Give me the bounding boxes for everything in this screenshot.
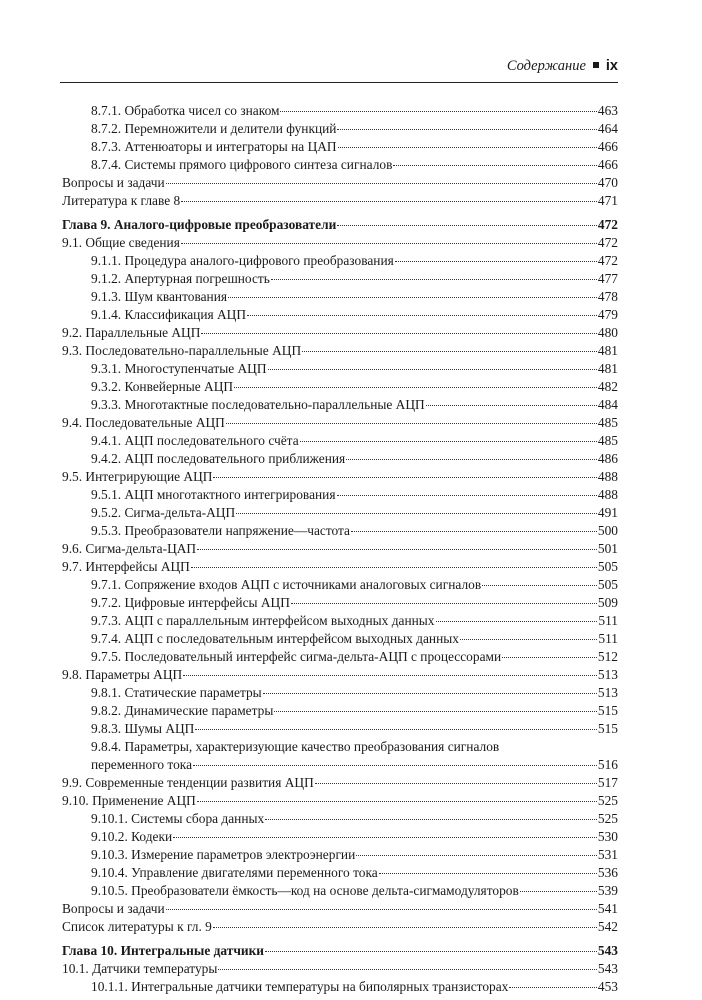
dot-leader	[234, 387, 597, 388]
toc-entry-title: Вопросы и задачи	[62, 175, 165, 190]
running-header-title: Содержание	[506, 58, 586, 74]
toc-entry-page: 501	[597, 541, 618, 556]
toc-entry[interactable]	[62, 900, 618, 918]
toc-entry-title: 10.1.1. Интегральные датчики температуры на биполярных транзисторах	[91, 979, 509, 994]
dot-leader	[218, 969, 597, 970]
toc-entry[interactable]	[62, 828, 618, 846]
toc-entry-page: 543	[597, 961, 618, 976]
toc-entry[interactable]	[62, 288, 618, 306]
page-number: ix	[605, 58, 618, 74]
toc-entry-page: 512	[597, 649, 618, 664]
toc-entry-title: 8.7.1. Обработка чисел со знаком	[91, 103, 280, 118]
toc-entry-page: 539	[597, 883, 618, 898]
toc-entry-title: 9.1. Общие сведения	[62, 235, 180, 250]
toc-entry-page: 541	[597, 901, 618, 916]
dot-leader	[166, 909, 597, 910]
toc-entry-title: 9.3.3. Многотактные последовательно-параллельные АЦП	[91, 397, 425, 412]
toc-entry[interactable]	[62, 792, 618, 810]
dot-leader	[482, 585, 597, 586]
toc-entry-page: 471	[597, 193, 618, 208]
toc-entry[interactable]	[62, 720, 618, 738]
toc-entry[interactable]	[62, 378, 618, 396]
dot-leader	[338, 147, 597, 148]
toc-entry[interactable]	[62, 612, 618, 630]
toc-chapter-entry[interactable]	[62, 216, 618, 234]
dot-leader	[268, 369, 597, 370]
toc-entry[interactable]	[62, 252, 618, 270]
toc-entry-title: 9.10. Применение АЦП	[62, 793, 196, 808]
toc-entry-title: 9.4.2. АЦП последовательного приближения	[91, 451, 346, 466]
toc-entry-page: 484	[597, 397, 618, 412]
toc-entry-title: 9.5.2. Сигма-дельта-АЦП	[91, 505, 236, 520]
toc-entry[interactable]	[62, 960, 618, 978]
toc-entry-page: 481	[597, 361, 618, 376]
toc-entry-page: 511	[598, 613, 618, 628]
toc-entry-page: 500	[597, 523, 618, 538]
toc-entry-page: 488	[597, 487, 618, 502]
toc-entry-title: 9.7.3. АЦП с параллельным интерфейсом выходных данных	[91, 613, 435, 628]
toc-entry-page: 543	[597, 943, 618, 958]
dot-leader	[274, 711, 597, 712]
toc-entry-page: 525	[597, 811, 618, 826]
toc-entry-page: 488	[597, 469, 618, 484]
toc-entry-title: 9.10.1. Системы сбора данных	[91, 811, 265, 826]
toc-entry-title: 9.1.2. Апертурная погрешность	[91, 271, 270, 286]
toc-entry-page: 481	[597, 343, 618, 358]
toc-entry-page: 486	[597, 451, 618, 466]
dot-leader	[502, 657, 597, 658]
toc-entry[interactable]	[62, 774, 618, 792]
toc-entry-title: 9.7.4. АЦП с последовательным интерфейсом выходных данных	[91, 631, 459, 646]
toc-entry-title: 9.9. Современные тенденции развития АЦП	[62, 775, 314, 790]
running-header	[60, 58, 618, 80]
toc-entry-title: 9.6. Сигма-дельта-ЦАП	[62, 541, 197, 556]
toc-entry[interactable]	[62, 486, 618, 504]
dot-leader	[337, 129, 596, 130]
toc-entry[interactable]	[62, 174, 618, 192]
toc-entry[interactable]	[62, 468, 618, 486]
toc-entry[interactable]	[62, 702, 618, 720]
toc-entry-page: 479	[597, 307, 618, 322]
toc-entry[interactable]	[62, 666, 618, 684]
toc-entry-page: 511	[598, 631, 618, 646]
dot-leader	[271, 279, 597, 280]
dot-leader	[181, 243, 597, 244]
toc-entry-page: 464	[597, 121, 618, 136]
toc-entry-page: 525	[597, 793, 618, 808]
dot-leader	[213, 927, 597, 928]
toc-entry-page: 478	[597, 289, 618, 304]
dot-leader	[265, 819, 597, 820]
toc-entry-title: 9.7.2. Цифровые интерфейсы АЦП	[91, 595, 290, 610]
dot-leader	[520, 891, 597, 892]
dot-leader	[201, 333, 597, 334]
dot-leader	[236, 513, 597, 514]
toc-entry[interactable]	[62, 978, 618, 996]
toc-entry-title: 9.10.3. Измерение параметров электроэнергии	[91, 847, 356, 862]
toc-entry-page: 505	[597, 577, 618, 592]
toc-entry[interactable]	[62, 918, 618, 936]
dot-leader	[509, 987, 597, 988]
toc-entry-title: 9.3.1. Многоступенчатые АЦП	[91, 361, 267, 376]
dot-leader	[173, 837, 597, 838]
toc-entry[interactable]	[62, 630, 618, 648]
toc-entry[interactable]	[62, 882, 618, 900]
dot-leader	[379, 873, 597, 874]
toc-entry-title: 9.8.1. Статические параметры	[91, 685, 262, 700]
toc-entry-page: 517	[597, 775, 618, 790]
dot-leader	[181, 201, 597, 202]
toc-entry[interactable]	[62, 324, 618, 342]
toc-entry[interactable]	[62, 432, 618, 450]
toc-entry[interactable]	[62, 102, 618, 120]
dot-leader	[426, 405, 597, 406]
toc-entry[interactable]	[62, 156, 618, 174]
toc-entry-page: 515	[597, 721, 618, 736]
toc-entry[interactable]	[62, 594, 618, 612]
toc-entry[interactable]	[62, 558, 618, 576]
dot-leader	[263, 693, 597, 694]
dot-leader	[166, 183, 597, 184]
toc-entry-title: 8.7.2. Перемножители и делители функций	[91, 121, 337, 136]
dot-leader	[337, 225, 597, 226]
toc-entry-title: 9.2. Параллельные АЦП	[62, 325, 201, 340]
toc-entry-page: 531	[597, 847, 618, 862]
dot-leader	[280, 111, 596, 112]
toc-entry[interactable]	[62, 270, 618, 288]
toc-entry[interactable]	[62, 360, 618, 378]
toc-entry-page: 472	[597, 235, 618, 250]
toc-entry[interactable]	[62, 756, 618, 774]
toc-entry[interactable]	[62, 810, 618, 828]
toc-entry-title: 9.7.1. Сопряжение входов АЦП с источниками аналоговых сигналов	[91, 577, 482, 592]
dot-leader	[265, 951, 597, 952]
toc-entry-page: 477	[597, 271, 618, 286]
toc-entry-title: Глава 10. Интегральные датчики	[62, 943, 265, 958]
toc-entry[interactable]	[62, 120, 618, 138]
toc-entry[interactable]	[62, 450, 618, 468]
toc-entry-title: 9.1.1. Процедура аналого-цифрового преобразования	[91, 253, 394, 268]
dot-leader	[228, 297, 597, 298]
toc-entry-text: 9.8.4. Параметры, характеризующие качество преобразования сигналов	[91, 739, 500, 754]
toc-entry-title: 9.3. Последовательно-параллельные АЦП	[62, 343, 302, 358]
toc-entry[interactable]	[62, 138, 618, 156]
toc-entry-title: 8.7.4. Системы прямого цифрового синтеза сигналов	[91, 157, 393, 172]
dot-leader	[213, 477, 596, 478]
toc-entry-title: 9.1.4. Классификация АЦП	[91, 307, 247, 322]
toc-entry-title: 9.8.2. Динамические параметры	[91, 703, 274, 718]
dot-leader	[436, 621, 598, 622]
dot-leader	[351, 531, 597, 532]
toc-entry-page: 472	[597, 217, 618, 232]
toc-entry-title: 9.8. Параметры АЦП	[62, 667, 183, 682]
header-rule	[60, 82, 618, 83]
toc-entry-title: 9.10.2. Кодеки	[91, 829, 173, 844]
toc-entry-page: 536	[597, 865, 618, 880]
toc-entry-page: 542	[597, 919, 618, 934]
toc-entry-page: 530	[597, 829, 618, 844]
toc-entry-title: 8.7.3. Аттенюаторы и интеграторы на ЦАП	[91, 139, 337, 154]
toc-entry-title: 9.10.5. Преобразователи ёмкость—код на основе дельта-сигмамодуляторов	[91, 883, 519, 898]
toc-entry-page: 470	[597, 175, 618, 190]
toc-entry[interactable]	[62, 864, 618, 882]
toc-entry[interactable]	[62, 306, 618, 324]
toc-entry-page: 453	[597, 979, 618, 994]
toc-entry-title: 9.5. Интегрирующие АЦП	[62, 469, 213, 484]
dot-leader	[247, 315, 597, 316]
toc-entry-title: 9.5.1. АЦП многотактного интегрирования	[91, 487, 336, 502]
toc-entry[interactable]	[62, 396, 618, 414]
toc-chapter-entry[interactable]	[62, 942, 618, 960]
toc-entry-page: 513	[597, 667, 618, 682]
toc-entry[interactable]	[62, 648, 618, 666]
dot-leader	[356, 855, 597, 856]
dot-leader	[393, 165, 597, 166]
toc-entry-page: 509	[597, 595, 618, 610]
dot-leader	[300, 441, 597, 442]
dot-leader	[226, 423, 597, 424]
toc-entry-title: 9.1.3. Шум квантования	[91, 289, 228, 304]
dot-leader	[183, 675, 597, 676]
toc-entry-title: 10.1. Датчики температуры	[62, 961, 218, 976]
dot-leader	[460, 639, 597, 640]
toc-entry[interactable]	[62, 846, 618, 864]
toc-entry-page: 466	[597, 157, 618, 172]
toc-entry-page: 505	[597, 559, 618, 574]
toc-entry-title: 9.8.3. Шумы АЦП	[91, 721, 195, 736]
dot-leader	[197, 801, 597, 802]
toc-entry-page: 513	[597, 685, 618, 700]
table-of-contents	[62, 102, 618, 996]
toc-entry[interactable]	[62, 504, 618, 522]
dot-leader	[302, 351, 597, 352]
toc-entry-title: Литература к главе 8	[62, 193, 181, 208]
toc-entry[interactable]	[62, 414, 618, 432]
toc-entry-title: Глава 9. Аналого-цифровые преобразователи	[62, 217, 337, 232]
toc-entry-page: 472	[597, 253, 618, 268]
toc-entry-title: Вопросы и задачи	[62, 901, 165, 916]
dot-leader	[291, 603, 597, 604]
toc-entry[interactable]	[62, 522, 618, 540]
toc-entry-page: 485	[597, 433, 618, 448]
square-bullet-icon	[593, 62, 599, 68]
dot-leader	[195, 729, 597, 730]
toc-entry-title: 9.4.1. АЦП последовательного счёта	[91, 433, 299, 448]
toc-entry[interactable]	[62, 540, 618, 558]
toc-entry-title: 9.7. Интерфейсы АЦП	[62, 559, 190, 574]
dot-leader	[337, 495, 597, 496]
toc-entry-title: Список литературы к гл. 9	[62, 919, 212, 934]
dot-leader	[315, 783, 597, 784]
dot-leader	[193, 765, 597, 766]
toc-entry-page: 491	[597, 505, 618, 520]
toc-entry[interactable]	[62, 576, 618, 594]
toc-entry[interactable]	[62, 192, 618, 210]
toc-entry-title: 9.10.4. Управление двигателями переменного тока	[91, 865, 378, 880]
toc-entry[interactable]	[62, 684, 618, 702]
toc-entry[interactable]	[62, 342, 618, 360]
dot-leader	[346, 459, 597, 460]
toc-entry-title: переменного тока	[91, 757, 193, 772]
dot-leader	[191, 567, 597, 568]
toc-entry-page: 485	[597, 415, 618, 430]
toc-entry-page: 480	[597, 325, 618, 340]
toc-entry-page: 482	[597, 379, 618, 394]
toc-entry-title: 9.7.5. Последовательный интерфейс сигма-дельта-АЦП с процессорами	[91, 649, 502, 664]
toc-entry[interactable]	[62, 234, 618, 252]
toc-entry-title: 9.4. Последовательные АЦП	[62, 415, 225, 430]
toc-entry-title: 9.5.3. Преобразователи напряжение—частота	[91, 523, 350, 538]
dot-leader	[197, 549, 597, 550]
toc-entry-page: 516	[597, 757, 618, 772]
toc-entry-page: 466	[597, 139, 618, 154]
toc-entry-title: 9.3.2. Конвейерные АЦП	[91, 379, 234, 394]
dot-leader	[395, 261, 597, 262]
toc-entry-page: 515	[597, 703, 618, 718]
toc-entry-page: 463	[597, 103, 618, 118]
